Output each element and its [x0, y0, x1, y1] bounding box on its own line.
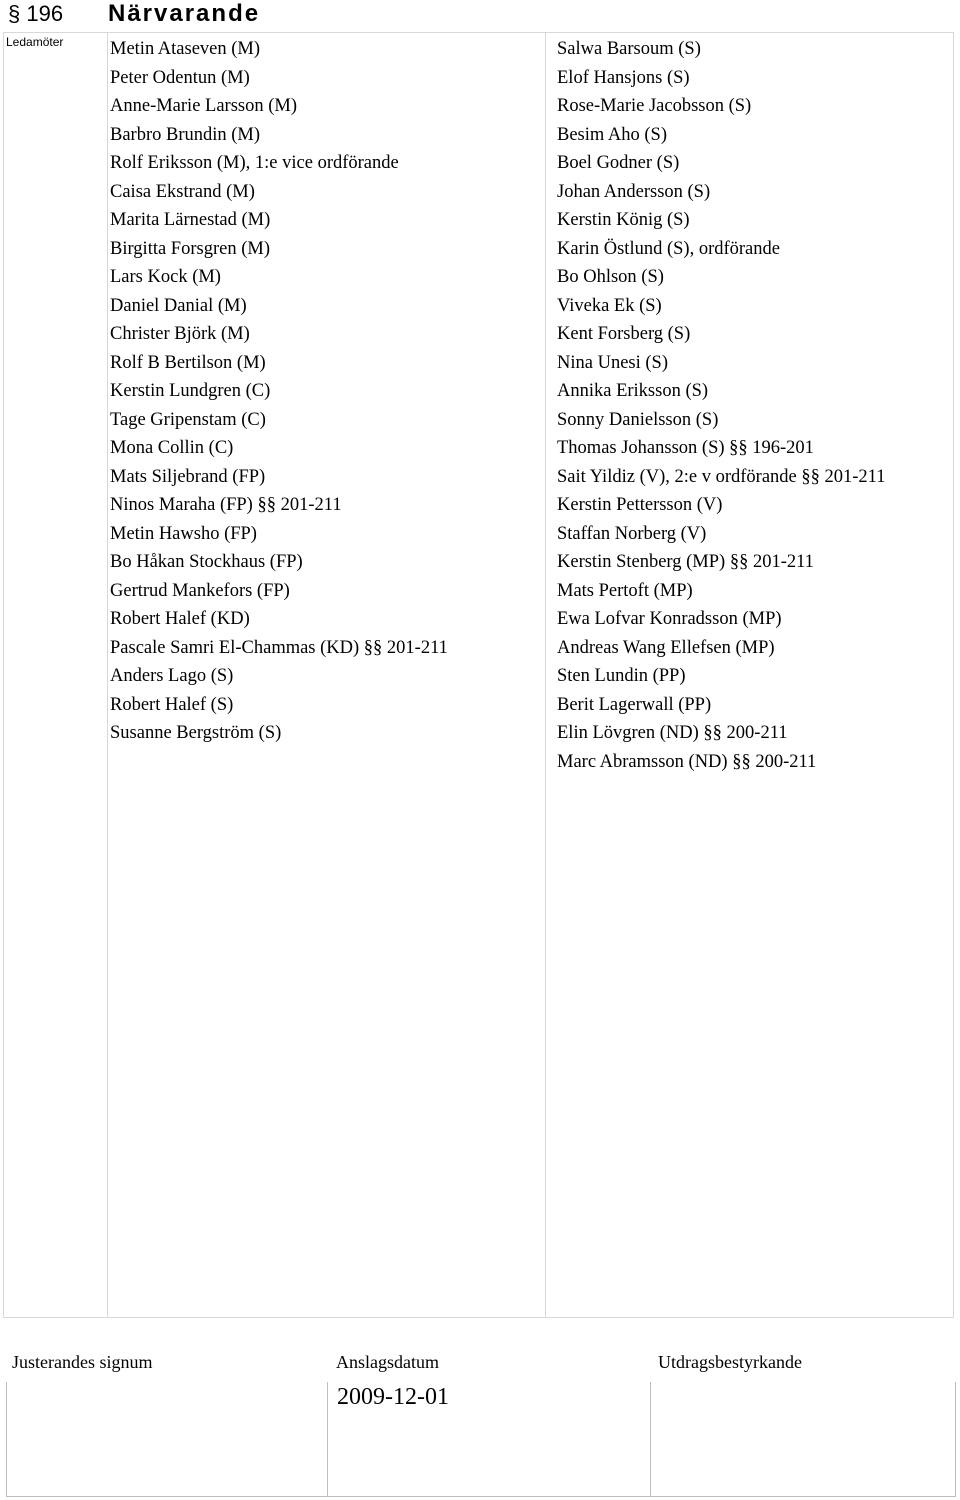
member-entry: Rolf Eriksson (M), 1:e vice ordförande — [110, 153, 399, 173]
member-entry: Robert Halef (S) — [110, 694, 234, 715]
member-entry: Tage Gripenstam (C) — [110, 409, 266, 430]
row-label: Ledamöter — [6, 35, 64, 49]
member-entry: Salwa Barsoum (S) — [557, 39, 701, 59]
member-entry: Boel Godner (S) — [557, 153, 680, 173]
member-entry: Ninos Maraha (FP) §§ 201-211 — [110, 495, 342, 515]
member-entry: Christer Björk (M) — [110, 324, 250, 344]
member-entry: Birgitta Forsgren (M) — [110, 238, 270, 259]
member-entry: Rose-Marie Jacobsson (S) — [557, 96, 752, 116]
member-entry: Rolf B Bertilson (M) — [110, 352, 266, 373]
attendance-table — [3, 32, 954, 1318]
member-entry: Marita Lärnestad (M) — [110, 210, 271, 230]
member-entry: Anne-Marie Larsson (M) — [110, 96, 297, 116]
footer — [0, 1352, 960, 1500]
member-entry: Karin Östlund (S), ordförande — [557, 238, 780, 259]
member-entry: Anders Lago (S) — [110, 666, 234, 686]
section-number: § 196 — [8, 1, 64, 26]
member-entry: Gertrud Mankefors (FP) — [110, 580, 290, 601]
member-entry: Elin Lövgren (ND) §§ 200-211 — [557, 723, 788, 743]
member-entry: Robert Halef (KD) — [110, 609, 250, 629]
member-entry: Marc Abramsson (ND) §§ 200-211 — [557, 751, 817, 772]
extract-box — [651, 1382, 956, 1497]
member-entry: Nina Unesi (S) — [557, 352, 668, 373]
member-entry: Kent Forsberg (S) — [557, 324, 691, 344]
column-divider — [107, 33, 108, 1317]
member-entry: Ewa Lofvar Konradsson (MP) — [557, 609, 782, 629]
member-entry: Peter Odentun (M) — [110, 67, 250, 88]
column-divider — [545, 33, 546, 1317]
member-entry: Susanne Bergström (S) — [110, 723, 282, 743]
posting-date-label: Anslagsdatum — [336, 1352, 439, 1372]
member-entry: Kerstin König (S) — [557, 210, 690, 230]
member-entry: Caisa Ekstrand (M) — [110, 181, 255, 202]
member-entry: Daniel Danial (M) — [110, 295, 247, 316]
member-entry: Kerstin Pettersson (V) — [557, 495, 723, 515]
member-entry: Besim Aho (S) — [557, 124, 667, 145]
member-entry: Sonny Danielsson (S) — [557, 409, 719, 430]
members-right-column — [557, 35, 885, 776]
member-entry: Sten Lundin (PP) — [557, 666, 686, 686]
member-entry: Kerstin Lundgren (C) — [110, 381, 271, 401]
member-entry: Johan Andersson (S) — [557, 181, 711, 202]
member-entry: Elof Hansjons (S) — [557, 67, 690, 88]
page-header — [0, 0, 960, 32]
member-entry: Metin Hawsho (FP) — [110, 523, 257, 544]
member-entry: Kerstin Stenberg (MP) §§ 201-211 — [557, 552, 814, 572]
extract-label: Utdragsbestyrkande — [658, 1352, 802, 1372]
member-entry: Thomas Johansson (S) §§ 196-201 — [557, 438, 814, 458]
member-entry: Berit Lagerwall (PP) — [557, 694, 712, 715]
member-entry: Mats Pertoft (MP) — [557, 580, 693, 601]
member-entry: Mona Collin (C) — [110, 438, 234, 458]
member-entry: Pascale Samri El-Chammas (KD) §§ 201-211 — [110, 637, 448, 658]
member-entry: Viveka Ek (S) — [557, 295, 662, 316]
signature-label: Justerandes signum — [12, 1352, 153, 1372]
signature-box — [6, 1382, 328, 1497]
member-entry: Annika Eriksson (S) — [557, 381, 709, 401]
member-entry: Metin Ataseven (M) — [110, 39, 261, 59]
member-entry: Lars Kock (M) — [110, 267, 221, 287]
page-title: Närvarande — [108, 0, 261, 27]
member-entry: Bo Håkan Stockhaus (FP) — [110, 552, 303, 572]
posting-date-value: 2009-12-01 — [337, 1384, 449, 1410]
member-entry: Staffan Norberg (V) — [557, 523, 707, 544]
members-left-column — [110, 35, 448, 748]
member-entry: Andreas Wang Ellefsen (MP) — [557, 637, 775, 658]
member-entry: Bo Ohlson (S) — [557, 267, 664, 287]
member-entry: Sait Yildiz (V), 2:e v ordförande §§ 201-211 — [557, 466, 886, 487]
member-entry: Mats Siljebrand (FP) — [110, 466, 266, 487]
member-entry: Barbro Brundin (M) — [110, 124, 261, 145]
